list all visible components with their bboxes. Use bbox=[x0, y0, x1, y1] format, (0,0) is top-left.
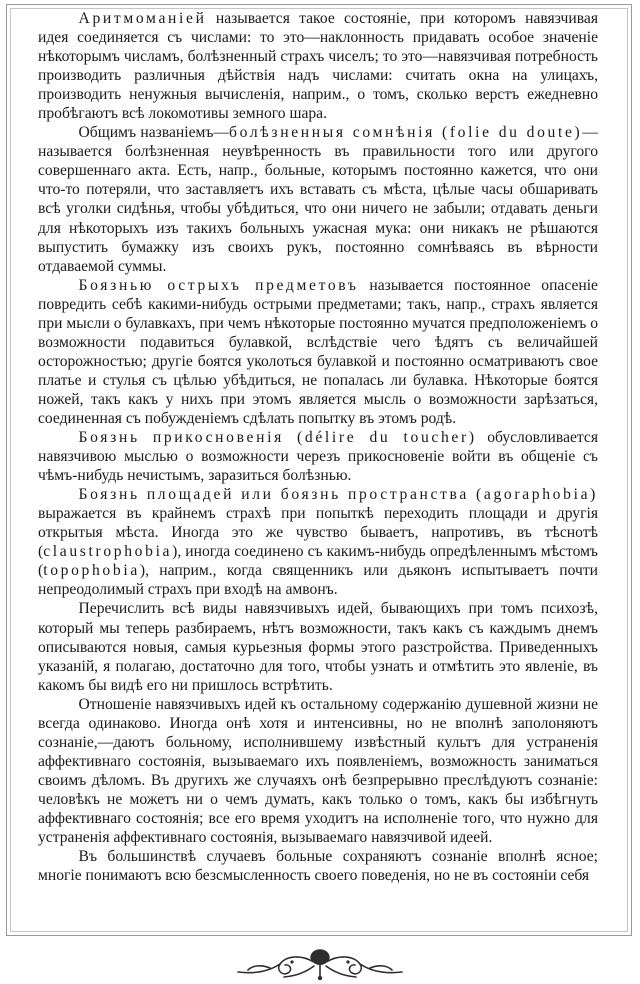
paragraph-text: —называется болѣзненная неувѣренность въ правильности того или другого совершеннаго акта. Есть, напр., больные, которымъ постоянно кажется, что они что-то потеряли, что заставляетъ ихъ вставать съ мѣста, цѣлые часы обшаривать всѣ уголки сидѣнья, чтобы убѣдиться, что они ничего не забыли; отдавать деньги для нѣкоторыхъ изъ такихъ больныхъ ужасная мука: они никакъ не рѣшаются выпустить бумажку изъ своихъ рукъ, постоянно сомнѣваясь въ вѣрности отдаваемой суммы. bbox=[38, 124, 598, 275]
paragraph-arithmomania bbox=[38, 9, 598, 123]
paragraph-text: называется такое состояніе, при которомъ навязчивая идея соединяется съ числами: то это—наклонность придавать особое значеніе нѣкоторымъ числамъ, болѣзненный страхъ чиселъ; то это—навязчивая потребность производить различныя дѣйствія надъ числами: считать окна на улицахъ, производить ненужныя вычисленія, наприм., о томъ, сколько верстъ ежедневно пробѣгаютъ всѣ локомотивы земного шара. bbox=[38, 10, 598, 123]
floral-scroll-ornament-icon bbox=[230, 946, 410, 982]
spaced-emphasis-text: Боязнью острыхъ предметовъ bbox=[78, 276, 359, 294]
spaced-emphasis-text: болѣзненныя сомнѣнія (folie du doute) bbox=[229, 124, 583, 142]
paragraph-enumeration bbox=[38, 599, 598, 694]
paragraph-text: Перечислить всѣ виды навязчивыхъ идей, бывающихъ при томъ психозѣ, который мы теперь разбираемъ, нѣтъ возможности, такъ какъ съ каждымъ днемъ описываются новыя, самыя курьезныя формы этого разстройства. Приведенныхъ указаній, я полагаю, достаточно для того, чтобы узнать и отмѣтить это явленіе, въ какомъ бы видѣ его ни пришлось встрѣтить. bbox=[38, 600, 598, 694]
spaced-emphasis-text: Аритмоманіей bbox=[78, 10, 207, 27]
paragraph-consciousness bbox=[38, 847, 598, 885]
page-text bbox=[38, 9, 598, 885]
paragraph-sharp-objects bbox=[38, 276, 598, 428]
paragraph-text: Отношеніе навязчивыхъ идей къ остальному содержанію душевной жизни не всегда одинаково. Иногда онѣ хотя и интенсивны, но не вполнѣ заполоняютъ сознаніе,—даютъ больному, исполнившему извѣстный культъ для устраненія аффективнаго состоянія, вызываемаго ихъ появленіемъ, возможность заниматься своимъ дѣломъ. Въ другихъ же случаяхъ онѣ безпрерывно преслѣдуютъ сознаніе: человѣкъ не можетъ ни о чемъ думать, какъ только о томъ, какъ бы избѣгнуть аффективнаго состоянія; все его время уходитъ на исполненіе того, что нужно для устраненія аффективнаго состоянія, вызываемаго навязчивой идеей. bbox=[38, 695, 598, 847]
paragraph-text: ), иногда соединено съ какимъ-нибудь опредѣленнымъ мѣстомъ ( bbox=[38, 543, 598, 580]
paragraph-relation-to-mind bbox=[38, 695, 598, 847]
spaced-emphasis-text: Боязнь прикосновенія (délire du toucher) bbox=[78, 429, 477, 447]
spaced-emphasis-text: Боязнь площадей или боязнь пространства (agoraphobia) bbox=[78, 486, 598, 504]
paragraph-text: выражается въ крайнемъ страхѣ при попыткѣ переходить площади и другія открытыя мѣста. Иногда это же чувство бываетъ, напротивъ, въ тѣснотѣ ( bbox=[38, 505, 598, 561]
paragraph-text: обусловливается навязчивою мыслью о возможности черезъ прикосновеніе войти въ общеніе съ чѣмъ-нибудь нечистымъ, заразиться болѣзнью. bbox=[38, 429, 599, 485]
paragraph-folie-du-doute bbox=[38, 123, 598, 275]
spaced-emphasis-text: topophobia bbox=[43, 562, 140, 580]
paragraph-agoraphobia bbox=[38, 485, 598, 599]
paragraph-text: Въ большинствѣ случаевъ больные сохраняютъ сознаніе вполнѣ ясное; многіе понимаютъ всю безсмысленность своего поведенія, но не въ состояніи себя bbox=[38, 848, 598, 885]
paragraph-text: ), наприм., когда священникъ или дьяконъ испытываетъ почти непреодолимый страхъ при входѣ на амвонъ. bbox=[38, 562, 598, 599]
paragraph-delire-du-toucher bbox=[38, 428, 598, 485]
paragraph-text: Общимъ названіемъ— bbox=[78, 124, 230, 142]
paragraph-text: называется постоянное опасеніе повредить себѣ какими-нибудь острыми предметами; такъ, напр., страхъ является при мысли о булавкахъ, при чемъ нѣкоторые постоянно мучатся предположеніемъ о возможности подавиться булавкой, вслѣдствіе чего ѣдятъ съ величайшей осторожностью; другіе боятся уколоться булавкой и постоянно осматриваютъ свое платье и стулья съ цѣлью убѣдиться, не попалась ли булавка. Нѣкоторые боятся ножей, такъ какъ у нихъ при этомъ является мысль о возможности зарѣзаться, соединенная съ побужденіемъ сдѣлать попытку въ этомъ родѣ. bbox=[38, 276, 598, 427]
spaced-emphasis-text: claustrophobia bbox=[43, 543, 173, 561]
